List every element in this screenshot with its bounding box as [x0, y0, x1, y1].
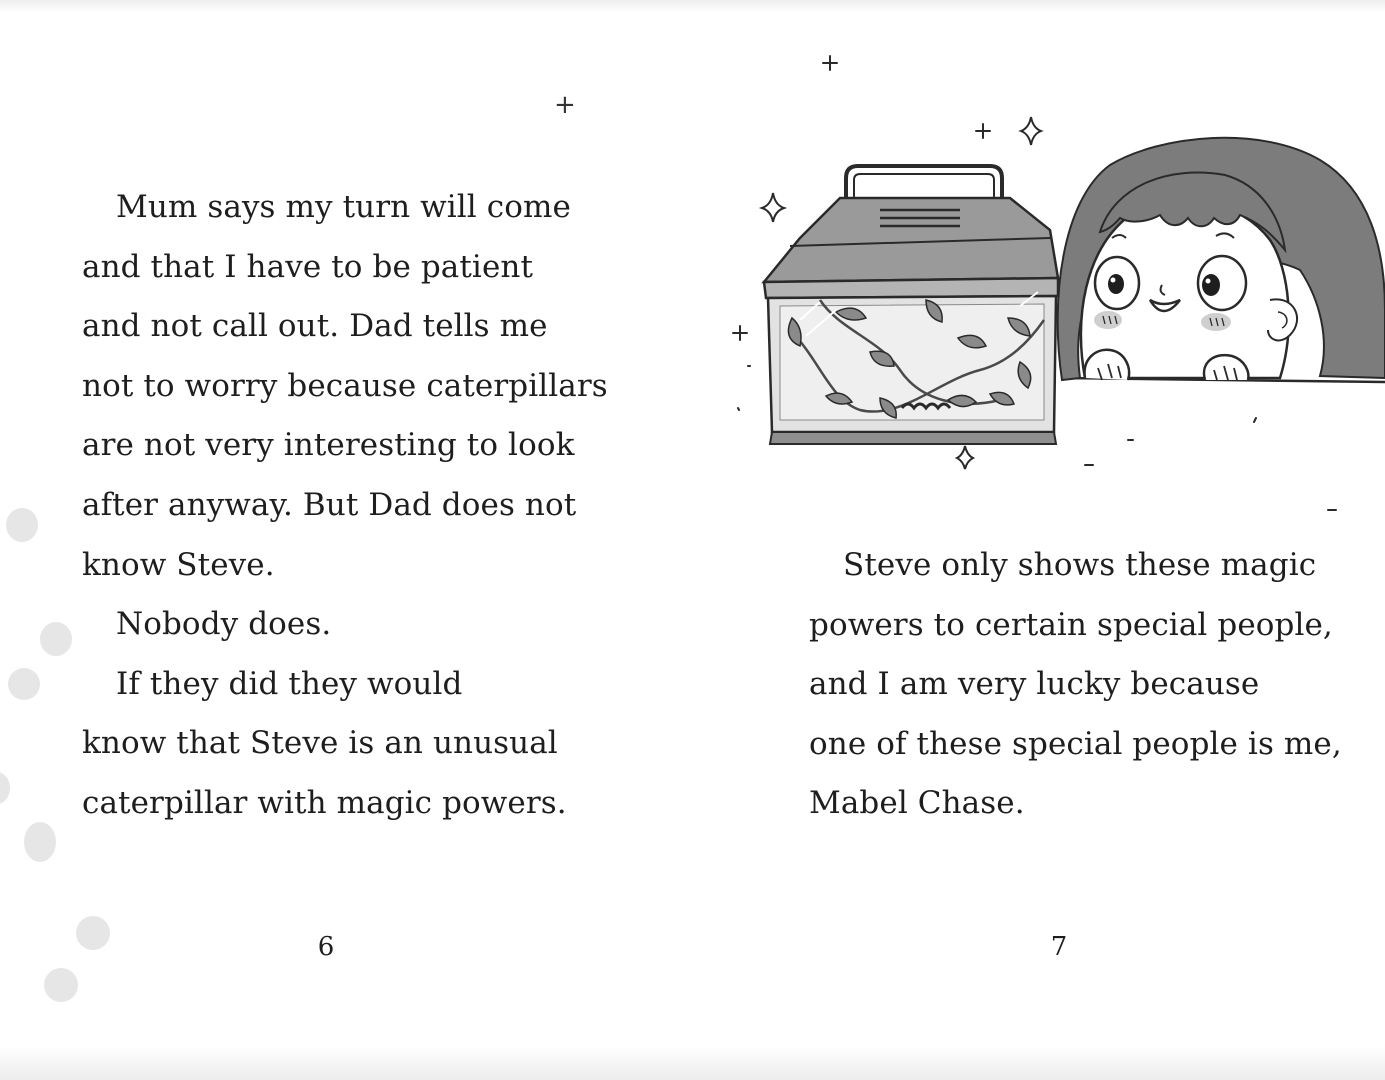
- text-line: and I am very lucky because: [809, 666, 1260, 703]
- left-page-text: [82, 178, 642, 834]
- text-line: after anyway. But Dad does not: [82, 486, 577, 523]
- text-line: Steve only shows these magic: [843, 547, 1317, 583]
- text-line: and that I have to be patient: [82, 248, 534, 285]
- page-number-right: 7: [1050, 932, 1068, 962]
- girl-ear: [1268, 299, 1297, 340]
- text-line: one of these special people is me,: [809, 725, 1342, 762]
- text-line: know that Steve is an unusual: [82, 725, 558, 762]
- text-line: are not very interesting to look: [82, 427, 575, 464]
- girl-cheek: [1201, 313, 1231, 331]
- sparkle-plus-icon: [733, 326, 747, 340]
- caterpillar-box: [764, 166, 1058, 444]
- right-page-text: [809, 536, 1369, 834]
- sparkle-star-icon: [762, 193, 784, 222]
- text-line: Mum says my turn will come: [116, 189, 571, 225]
- illustration-girl-with-caterpillar-box: [728, 48, 1385, 518]
- left-page: [0, 0, 692, 1080]
- text-line: not to worry because caterpillars: [82, 367, 608, 404]
- text-line: Mabel Chase.: [809, 785, 1025, 822]
- page-number-left: 6: [317, 932, 335, 962]
- bottom-edge-shadow: [0, 1046, 1385, 1080]
- girl-cheek: [1094, 311, 1122, 329]
- text-line: If they did they would: [116, 665, 463, 702]
- text-line: powers to certain special people,: [809, 606, 1333, 643]
- text-line: and not call out. Dad tells me: [82, 308, 548, 345]
- sparkle-plus-icon: +: [554, 90, 576, 120]
- text-line: caterpillar with magic powers.: [82, 784, 567, 821]
- sparkle-star-icon: [957, 446, 973, 469]
- text-line: Nobody does.: [116, 606, 332, 643]
- sparkle-star-icon: [1021, 117, 1041, 145]
- text-line: know Steve.: [82, 546, 275, 583]
- sparkle-plus-icon: [976, 124, 990, 138]
- sparkle-plus-icon: [823, 56, 837, 70]
